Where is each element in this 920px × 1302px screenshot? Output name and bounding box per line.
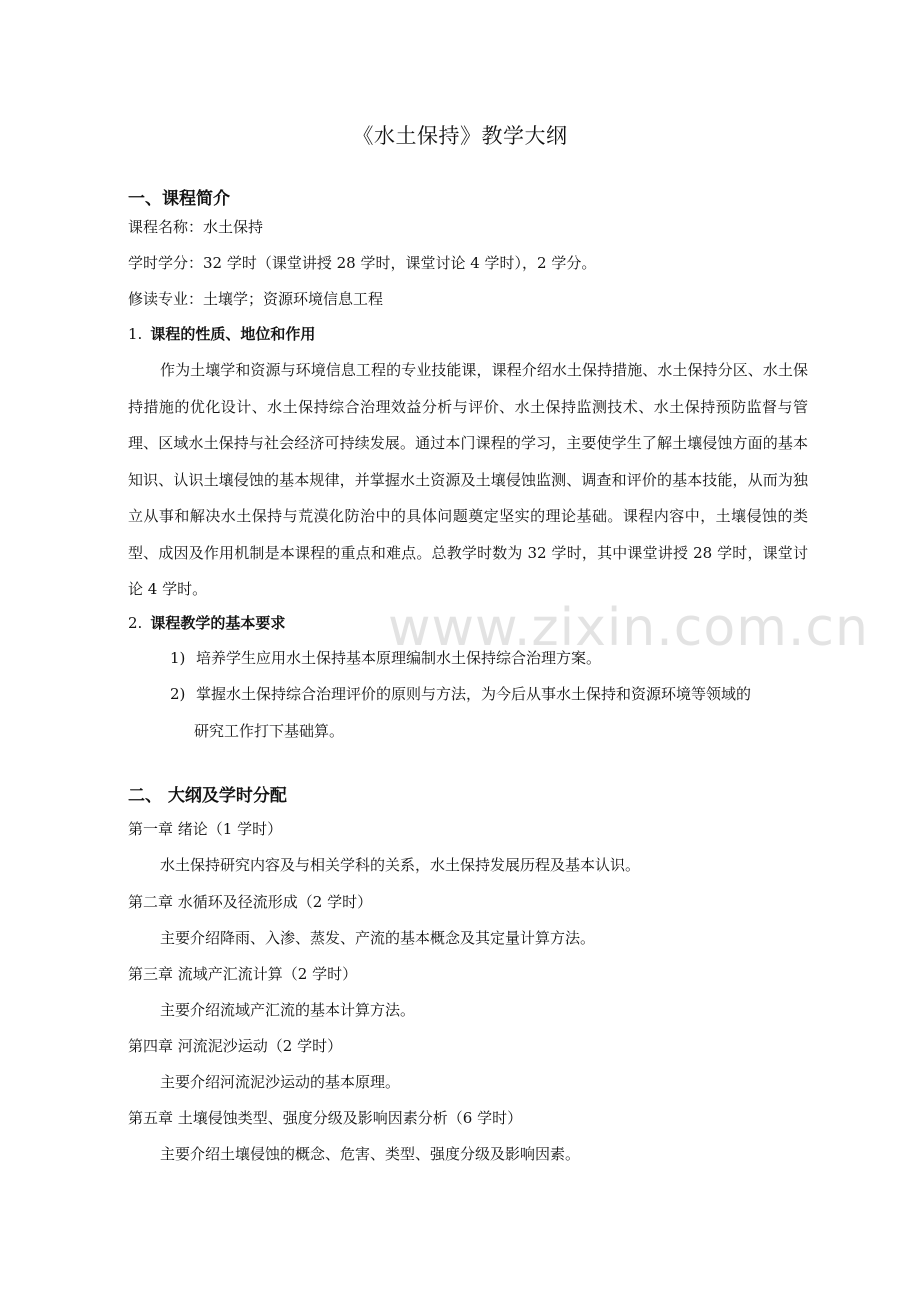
chapter-description: 主要介绍土壤侵蚀的概念、危害、类型、强度分级及影响因素。	[160, 1145, 581, 1163]
subheading-number: 1.	[128, 325, 143, 343]
watermark: www.zixin.com.cn	[388, 598, 869, 658]
section-heading-outline: 二、 大纲及学时分配	[128, 786, 287, 806]
requirement-item	[170, 676, 810, 749]
chapter-title: 第二章 水循环及径流形成（2 学时）	[128, 893, 373, 911]
section-heading-intro: 一、课程简介	[128, 189, 230, 209]
chapter-description: 主要介绍河流泥沙运动的基本原理。	[160, 1073, 401, 1091]
chapter-title: 第一章 绪论（1 学时）	[128, 820, 283, 838]
subheading-number: 2.	[128, 614, 143, 632]
chapter-description: 主要介绍降雨、入渗、蒸发、产流的基本概念及其定量计算方法。	[160, 929, 596, 947]
document-title: 《水土保持》教学大纲	[352, 124, 568, 148]
course-name: 课程名称：水土保持	[128, 218, 264, 236]
course-hours: 学时学分：32 学时（课堂讲授 28 学时，课堂讨论 4 学时），2 学分。	[128, 254, 597, 272]
subheading-requirements	[128, 612, 285, 633]
chapter-description: 水土保持研究内容及与相关学科的关系，水土保持发展历程及基本认识。	[160, 856, 641, 874]
course-major: 修读专业：土壤学；资源环境信息工程	[128, 290, 384, 308]
chapter-title: 第五章 土壤侵蚀类型、强度分级及影响因素分析（6 学时）	[128, 1109, 523, 1127]
item-text: 掌握水土保持综合治理评价的原则与方法，为今后从事水土保持和资源环境等领域的	[196, 685, 752, 703]
item-number: 1)	[170, 649, 186, 667]
chapter-title: 第三章 流域产汇流计算（2 学时）	[128, 965, 358, 983]
chapter-description: 主要介绍流域产汇流的基本计算方法。	[160, 1001, 416, 1019]
chapter-title: 第四章 河流泥沙运动（2 学时）	[128, 1037, 343, 1055]
requirement-item	[170, 640, 810, 677]
subheading-text: 课程教学的基本要求	[150, 614, 286, 632]
subheading-text: 课程的性质、地位和作用	[150, 325, 316, 343]
item-number: 2)	[170, 685, 186, 703]
subheading-nature	[128, 323, 315, 344]
item-text-continued: 研究工作打下基础算。	[194, 721, 345, 740]
nature-paragraph: 作为土壤学和资源与环境信息工程的专业技能课，课程介绍水土保持措施、水土保持分区、水土保持措施的优化设计、水土保持综合治理效益分析与评价、水土保持监测技术、水土保持预防监督与管理、区域水土保持与社会经济可持续发展。通过本门课程的学习，主要使学生了解土壤侵蚀方面的基本知识、认识土壤侵蚀的基本规律，并掌握水土资源及土壤侵蚀监测、调查和评价的基本技能，从而为独立从事和解决水土保持与荒漠化防治中的具体问题奠定坚实的理论基础。课程内容中，土壤侵蚀的类型、成因及作用机制是本课程的重点和难点。总教学时数为 32 学时，其中课堂讲授 28 学时，课堂讨论 4 学时。	[128, 361, 808, 598]
item-text: 培养学生应用水土保持基本原理编制水土保持综合治理方案。	[196, 649, 602, 667]
